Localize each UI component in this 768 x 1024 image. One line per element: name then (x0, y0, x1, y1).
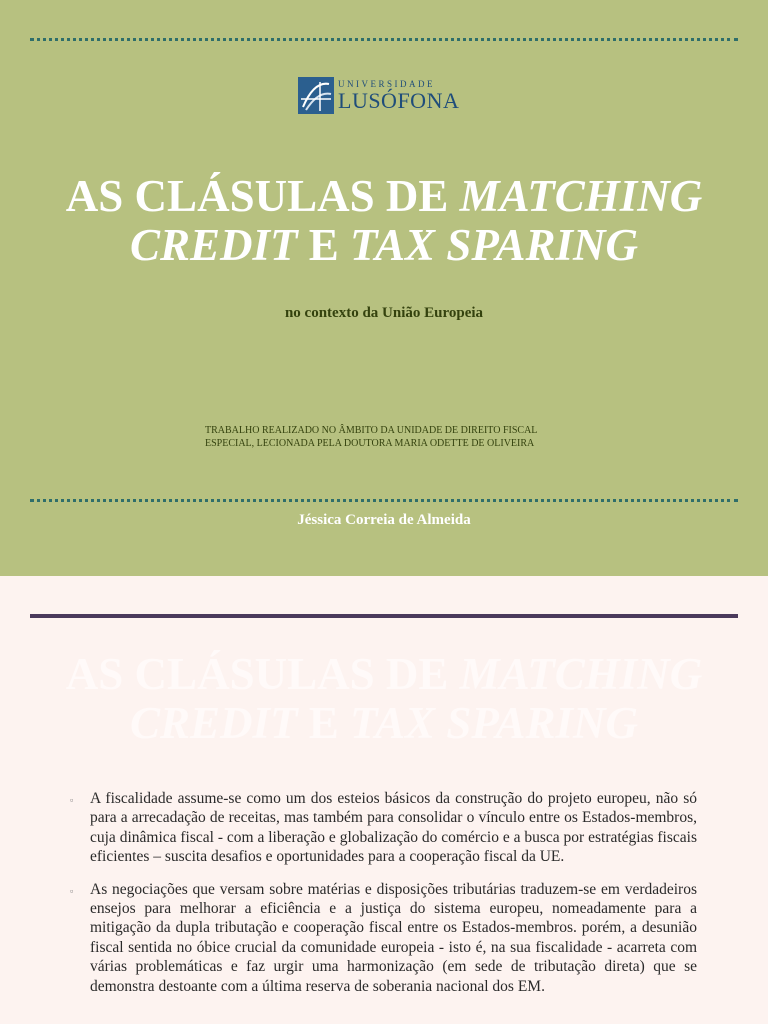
title-part: AS CLÁSULAS DE (65, 171, 460, 221)
author-name: Jéssica Correia de Almeida (297, 512, 471, 528)
title-italic-part: MATCHING (459, 649, 703, 699)
logo-name: LUSÓFONA (338, 87, 460, 113)
title-italic-part: TAX SPARING (350, 698, 639, 748)
bullet-list (70, 789, 697, 1009)
slide-subtitle: no contexto da União Europeia (284, 305, 484, 321)
title-italic-part: CREDIT (129, 698, 298, 748)
title-part: E (297, 698, 351, 748)
title-italic-part: MATCHING (459, 171, 703, 221)
logo-subtext: UNIVERSIDADE (338, 78, 435, 89)
work-description (205, 424, 585, 450)
bullet-marker-icon: ▫ (70, 885, 74, 896)
slide2-top-bar (30, 614, 738, 618)
university-emblem-icon (298, 77, 334, 114)
work-line: ESPECIAL, LECIONADA PELA DOUTORA MARIA ODETTE DE OLIVEIRA (205, 438, 535, 449)
title-italic-part: CREDIT (129, 220, 298, 270)
bullet-item (70, 880, 697, 996)
bottom-dotted-divider (30, 499, 738, 502)
title-italic-part: TAX SPARING (350, 220, 639, 270)
work-line: TRABALHO REALIZADO NO ÂMBITO DA UNIDADE DE DIREITO FISCAL (205, 425, 538, 436)
title-part: AS CLÁSULAS DE (65, 649, 460, 699)
slide2-title (0, 650, 768, 748)
bullet-marker-icon: ▫ (70, 795, 74, 805)
bullet-item (70, 789, 697, 867)
title-part: E (297, 220, 351, 270)
slide-title (0, 172, 768, 270)
bullet-text: As negociações que versam sobre matérias e disposições tributárias traduzem-se em verdadeiros ensejos para melhorar a eficiência e a justiça do sistema europeu, nomeadamente para a mitigação da dupla tributação e cooperação fiscal entre os Estados-membros. porém, a desunião fiscal sentida no óbice crucial da comunidade europeia - isto é, na sua fiscalidade - acarreta com várias problemáticas e faz urgir uma harmonização (em sede de tributação direta) que se demonstra destoante com a última reserva de soberania nacional dos EM. (90, 880, 697, 995)
university-logo (298, 77, 459, 114)
top-dotted-divider (30, 38, 738, 41)
bullet-text: A fiscalidade assume-se como um dos esteios básicos da construção do projeto europeu, não só para a arrecadação de receitas, mas também para consolidar o vínculo entre os Estados-membros, cuja dinâmica fiscal - com a liberação e globalização do comércio e a busca por estratégias fiscais eficientes – suscita desafios e oportunidades para a cooperação fiscal da UE. (90, 790, 697, 866)
